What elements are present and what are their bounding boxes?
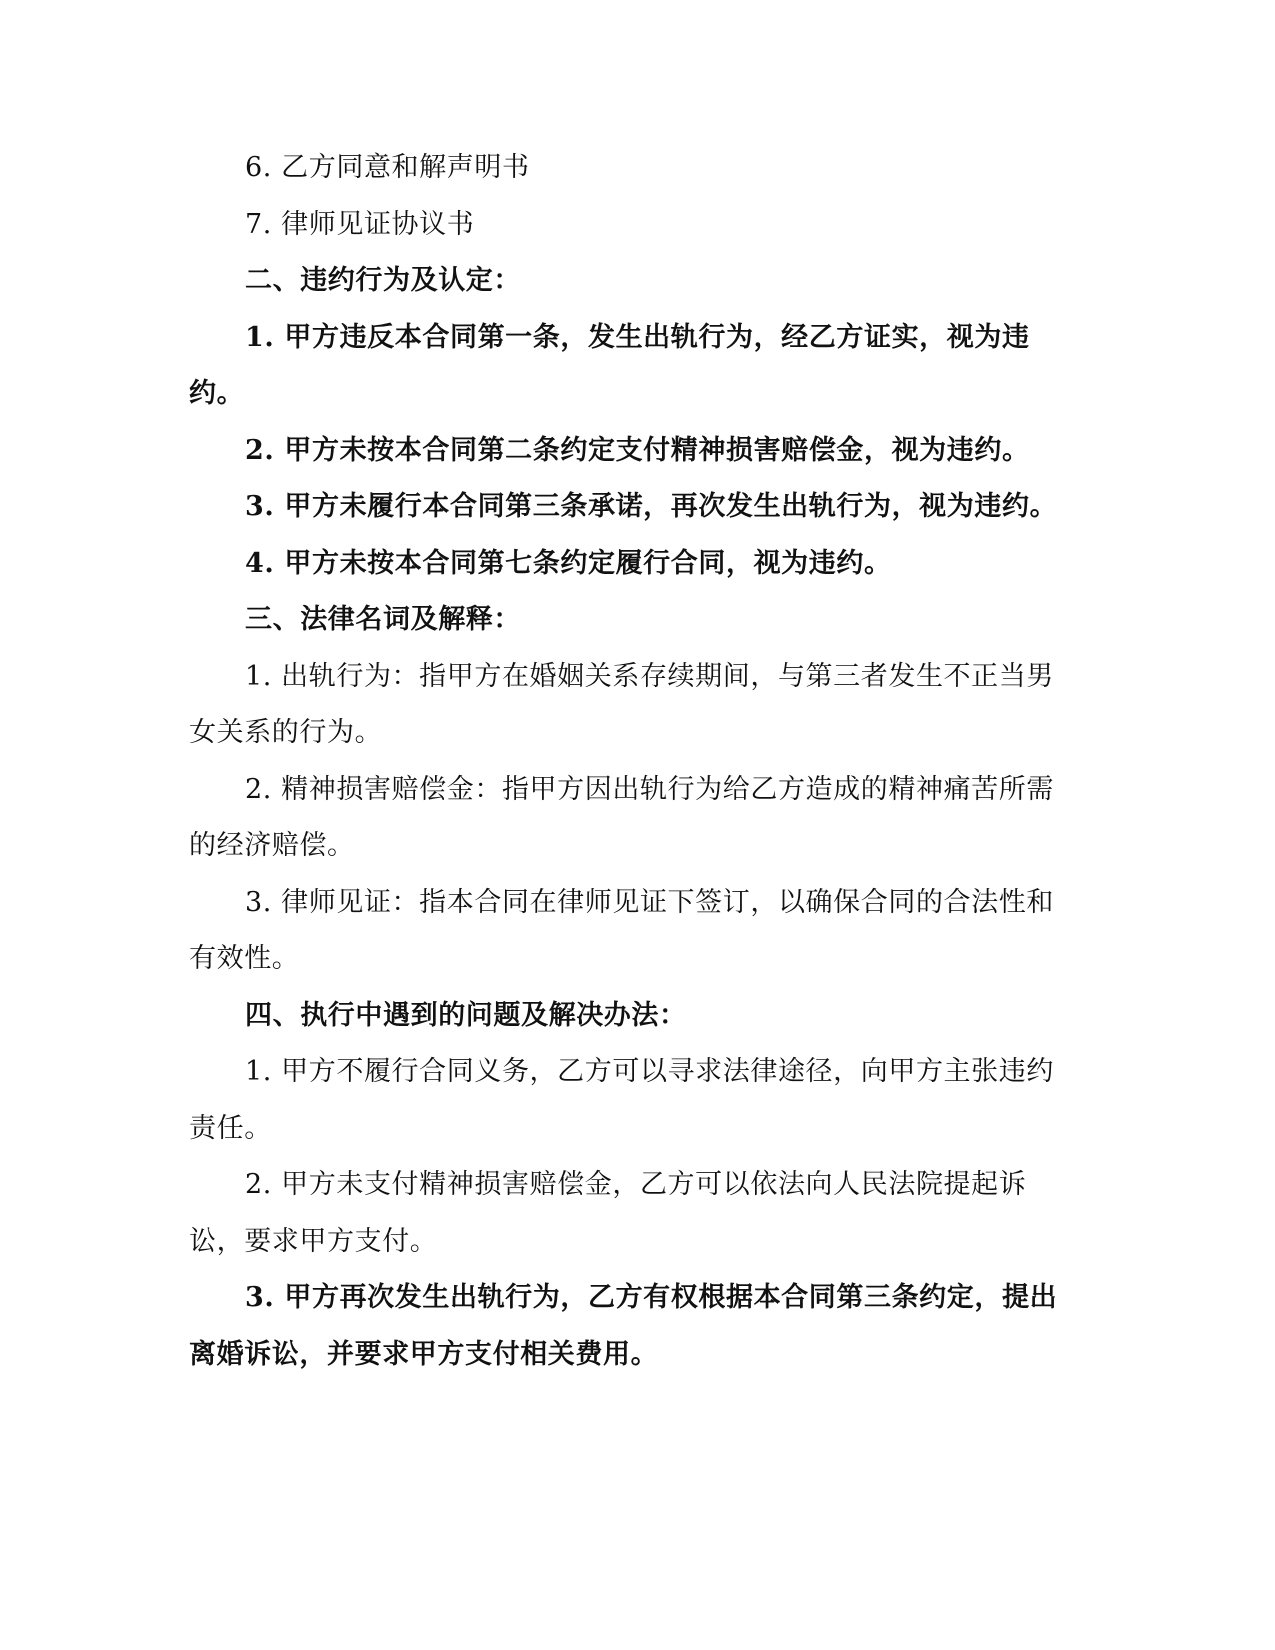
- legal-term-2: 2. 精神损害赔偿金：指甲方因出轨行为给乙方造成的精神痛苦所需的经济赔偿。: [189, 773, 1054, 861]
- section-heading-legal-terms: 三、法律名词及解释：: [245, 604, 521, 635]
- execution-item-1: 1. 甲方不履行合同义务，乙方可以寻求法律途径，向甲方主张违约责任。: [189, 1056, 1054, 1144]
- breach-item-3: 3. 甲方未履行本合同第三条承诺，再次发生出轨行为，视为违约。: [245, 491, 1058, 522]
- section-heading-execution-issues: 四、执行中遇到的问题及解决办法：: [245, 999, 687, 1031]
- legal-term-3: 3. 律师见证：指本合同在律师见证下签订，以确保合同的合法性和有效性。: [189, 886, 1054, 974]
- breach-item-2: 2. 甲方未按本合同第二条约定支付精神损害赔偿金，视为违约。: [245, 434, 1030, 466]
- list-item-7-lawyer-witness-agreement: 7. 律师见证协议书: [245, 208, 475, 240]
- section-heading-breach: 二、违约行为及认定：: [245, 265, 521, 296]
- list-item-6-reconciliation-statement: 6. 乙方同意和解声明书: [245, 152, 530, 183]
- breach-item-1: 1. 甲方违反本合同第一条，发生出轨行为，经乙方证实，视为违约。: [189, 321, 1030, 409]
- execution-item-2: 2. 甲方未支付精神损害赔偿金，乙方可以依法向人民法院提起诉讼，要求甲方支付。: [189, 1169, 1027, 1257]
- breach-item-4: 4. 甲方未按本合同第七条约定履行合同，视为违约。: [245, 547, 892, 579]
- document-body: [189, 140, 1079, 1383]
- legal-term-1: 1. 出轨行为：指甲方在婚姻关系存续期间，与第三者发生不正当男女关系的行为。: [189, 660, 1054, 748]
- execution-item-3: 3. 甲方再次发生出轨行为，乙方有权根据本合同第三条约定，提出离婚诉讼，并要求甲方支付相关费用。: [189, 1282, 1058, 1370]
